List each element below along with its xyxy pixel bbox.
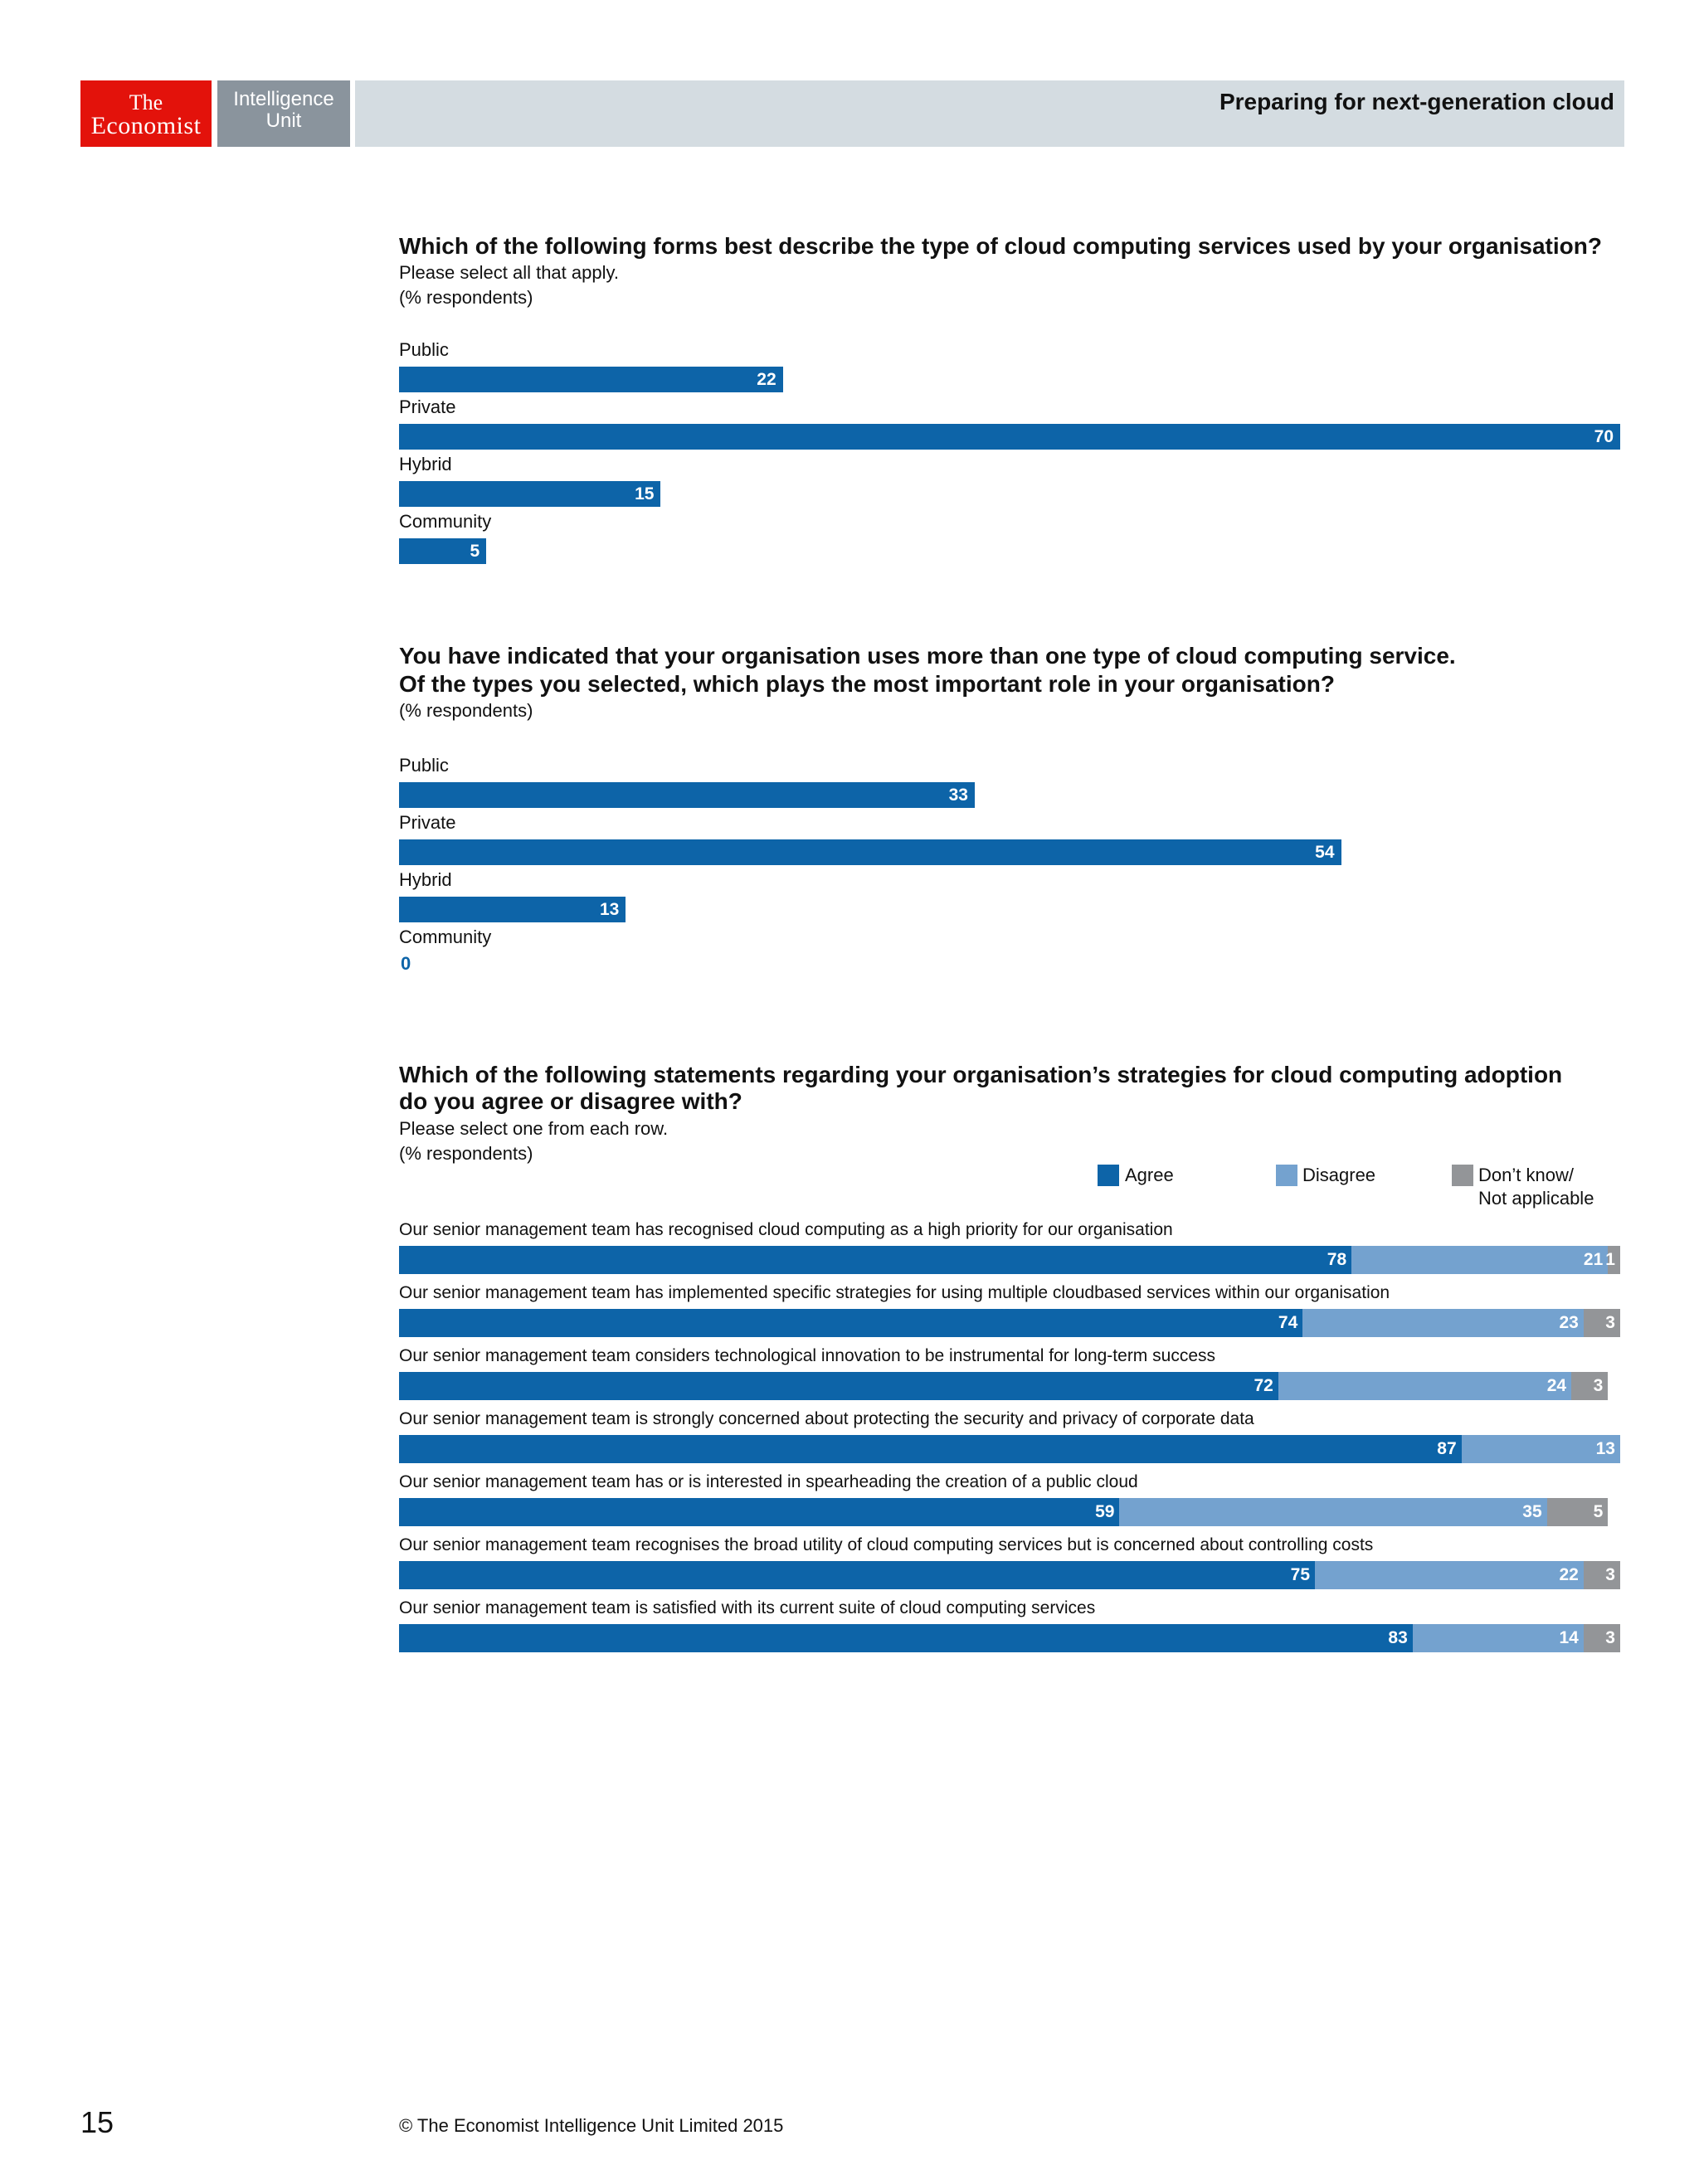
bar-category-label: Community bbox=[399, 511, 492, 532]
bar bbox=[399, 424, 1620, 450]
segment-value-label: 72 bbox=[1254, 1376, 1273, 1395]
stacked-bar bbox=[399, 1624, 1620, 1652]
bar-category-label: Hybrid bbox=[399, 869, 452, 890]
segment-value-label: 3 bbox=[1605, 1313, 1615, 1332]
segment-value-label: 13 bbox=[1595, 1439, 1615, 1458]
segment-disagree bbox=[1302, 1309, 1584, 1337]
unit-line-1: Intelligence bbox=[233, 88, 334, 110]
segment-disagree bbox=[1462, 1435, 1620, 1463]
segment-dont-know bbox=[1571, 1372, 1608, 1400]
segment-agree bbox=[399, 1309, 1302, 1337]
segment-dont-know bbox=[1605, 1246, 1620, 1274]
segment-agree bbox=[399, 1372, 1278, 1400]
bar-value-label: 13 bbox=[600, 900, 620, 919]
segment-value-label: 21 bbox=[1583, 1250, 1604, 1269]
bar-value-label: 22 bbox=[757, 370, 776, 389]
segment-agree bbox=[399, 1498, 1119, 1526]
economist-logo bbox=[80, 80, 212, 147]
chart-1-subtitle-1: Please select all that apply. bbox=[399, 262, 619, 283]
bar-value-label: 70 bbox=[1594, 427, 1614, 446]
legend-label-disagree: Disagree bbox=[1302, 1165, 1376, 1185]
segment-disagree bbox=[1351, 1246, 1608, 1274]
segment-value-label: 1 bbox=[1605, 1250, 1615, 1269]
chart-3-subtitle-2: (% respondents) bbox=[399, 1143, 533, 1164]
legend-label-dont-know-1: Don’t know/ bbox=[1478, 1165, 1574, 1185]
logo-line-1: The bbox=[129, 90, 163, 114]
bar-category-label: Public bbox=[399, 339, 449, 360]
chart-2-title-1: You have indicated that your organisation uses more than one type of cloud computing service. bbox=[399, 643, 1456, 669]
segment-value-label: 14 bbox=[1559, 1628, 1579, 1647]
statement-label: Our senior management team has implemented specific strategies for using multiple cloudbased services within our organisation bbox=[399, 1283, 1390, 1302]
statement-label: Our senior management team has recognised cloud computing as a high priority for our organisation bbox=[399, 1220, 1173, 1239]
bar-category-label: Private bbox=[399, 396, 456, 417]
bar bbox=[399, 538, 486, 564]
segment-disagree bbox=[1119, 1498, 1546, 1526]
statement-label: Our senior management team has or is interested in spearheading the creation of a public cloud bbox=[399, 1472, 1138, 1491]
unit-line-2: Unit bbox=[265, 109, 302, 132]
bar bbox=[399, 481, 660, 507]
bar bbox=[399, 782, 975, 808]
page-number: 15 bbox=[80, 2105, 114, 2139]
segment-value-label: 3 bbox=[1605, 1565, 1615, 1584]
chart-3-title-2: do you agree or disagree with? bbox=[399, 1088, 742, 1114]
segment-value-label: 3 bbox=[1593, 1376, 1604, 1395]
segment-agree bbox=[399, 1435, 1462, 1463]
stacked-bar bbox=[399, 1561, 1620, 1589]
segment-agree bbox=[399, 1561, 1315, 1589]
bar-value-label: 5 bbox=[470, 542, 480, 561]
segment-value-label: 74 bbox=[1278, 1313, 1298, 1332]
segment-value-label: 59 bbox=[1095, 1502, 1115, 1521]
copyright-footer: © The Economist Intelligence Unit Limited 2015 bbox=[399, 2115, 784, 2136]
bar-category-label: Hybrid bbox=[399, 454, 452, 474]
stacked-bar bbox=[399, 1372, 1620, 1400]
segment-dont-know bbox=[1584, 1624, 1620, 1652]
bar-value-label: 33 bbox=[948, 786, 968, 805]
segment-value-label: 23 bbox=[1559, 1313, 1579, 1332]
statement-label: Our senior management team is strongly concerned about protecting the security and privacy of corporate data bbox=[399, 1409, 1254, 1428]
segment-value-label: 83 bbox=[1388, 1628, 1408, 1647]
bar-value-label: 15 bbox=[635, 484, 655, 503]
publication-title-bar bbox=[355, 80, 1624, 147]
chart-2-title-2: Of the types you selected, which plays the most important role in your organisation? bbox=[399, 671, 1335, 697]
segment-agree bbox=[399, 1246, 1351, 1274]
segment-disagree bbox=[1413, 1624, 1584, 1652]
chart-3-subtitle-1: Please select one from each row. bbox=[399, 1118, 669, 1139]
statement-label: Our senior management team considers technological innovation to be instrumental for long-term success bbox=[399, 1346, 1215, 1365]
bar bbox=[399, 367, 783, 392]
segment-dont-know bbox=[1584, 1309, 1620, 1337]
chart-2-subtitle: (% respondents) bbox=[399, 700, 533, 721]
chart-1-subtitle-2: (% respondents) bbox=[399, 287, 533, 308]
legend-swatch-agree bbox=[1098, 1165, 1119, 1186]
bar-category-label: Public bbox=[399, 755, 449, 776]
legend-label-agree: Agree bbox=[1125, 1165, 1174, 1185]
legend-label-dont-know-2: Not applicable bbox=[1478, 1188, 1594, 1209]
segment-dont-know bbox=[1584, 1561, 1620, 1589]
stacked-bar bbox=[399, 1435, 1620, 1463]
segment-value-label: 78 bbox=[1327, 1250, 1347, 1269]
segment-value-label: 75 bbox=[1290, 1565, 1310, 1584]
segment-disagree bbox=[1278, 1372, 1571, 1400]
segment-value-label: 5 bbox=[1593, 1502, 1604, 1521]
bar bbox=[399, 897, 626, 922]
logo-line-2: Economist bbox=[90, 112, 202, 139]
bar-category-label: Private bbox=[399, 812, 456, 833]
segment-dont-know bbox=[1547, 1498, 1609, 1526]
intelligence-unit-logo bbox=[217, 80, 350, 147]
chart-1-title: Which of the following forms best describe the type of cloud computing services used by your organisation? bbox=[399, 233, 1602, 259]
segment-value-label: 3 bbox=[1605, 1628, 1615, 1647]
statement-label: Our senior management team is satisfied with its current suite of cloud computing services bbox=[399, 1598, 1096, 1617]
bar-value-label: 0 bbox=[401, 953, 411, 974]
segment-disagree bbox=[1315, 1561, 1584, 1589]
chart-3-title-1: Which of the following statements regarding your organisation’s strategies for cloud computing adoption bbox=[399, 1062, 1563, 1087]
segment-value-label: 87 bbox=[1437, 1439, 1457, 1458]
segment-agree bbox=[399, 1624, 1413, 1652]
publication-title: Preparing for next-generation cloud bbox=[1219, 89, 1614, 114]
statement-label: Our senior management team recognises the broad utility of cloud computing services but is concerned about controlling costs bbox=[399, 1535, 1374, 1554]
legend-swatch-dont-know bbox=[1452, 1165, 1473, 1186]
bar bbox=[399, 839, 1341, 865]
segment-value-label: 24 bbox=[1546, 1376, 1567, 1395]
segment-value-label: 35 bbox=[1522, 1502, 1542, 1521]
legend-swatch-disagree bbox=[1276, 1165, 1297, 1186]
segment-value-label: 22 bbox=[1559, 1565, 1579, 1584]
bar-value-label: 54 bbox=[1315, 843, 1335, 862]
stacked-bar bbox=[399, 1246, 1620, 1274]
stacked-bar bbox=[399, 1498, 1620, 1526]
stacked-bar bbox=[399, 1309, 1620, 1337]
bar-category-label: Community bbox=[399, 927, 492, 947]
